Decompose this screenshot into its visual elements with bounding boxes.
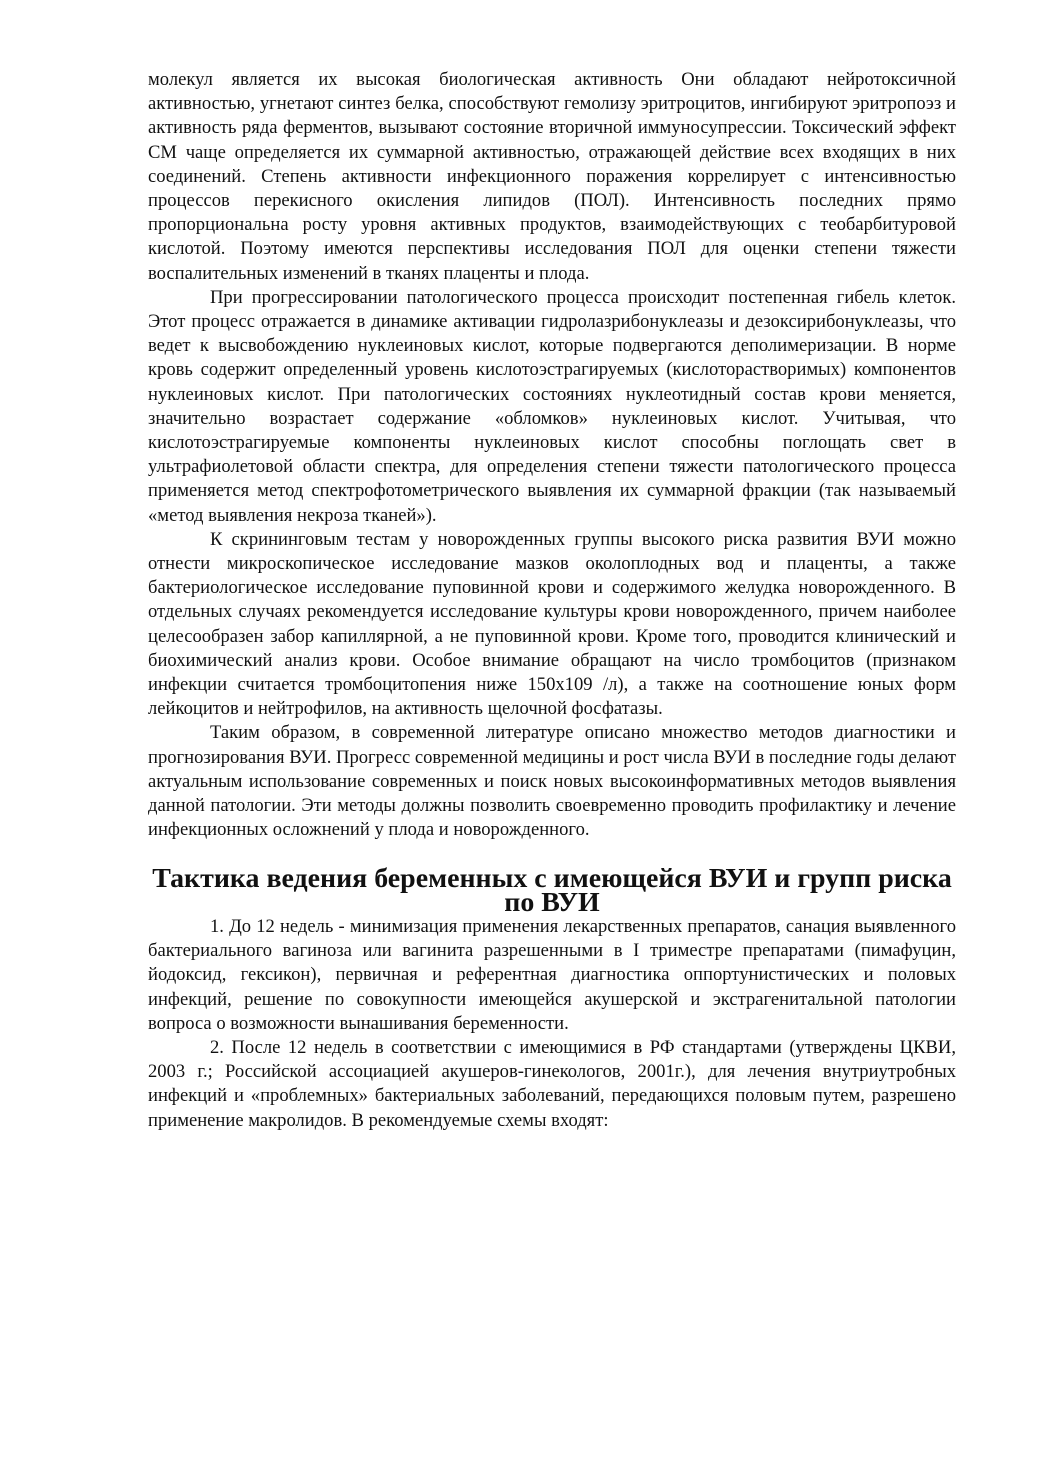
numbered-item-1: 1. До 12 недель - минимизация применения лекарственных препаратов, санация выявленного бактериального вагиноза или вагинита разрешенными в I триместре препаратами (пимафуцин, йодоксид, гексикон), первичная и референтная диагностика оппортунистических и половых инфекций, решение по совокупности имеющейся акушерской и экстрагенитальной патологии вопроса о возможности вынашивания беременности. <box>148 915 956 1034</box>
section-heading: Тактика ведения беременных с имеющейся ВУИ и групп риска по ВУИ <box>152 862 952 918</box>
paragraph-nucleic-acids: При прогрессировании патологического процесса происходит постепенная гибель клеток. Этот процесс отражается в динамике активации гидролазрибонуклеазы и дезоксирибонуклеазы, что ведет к высвобождению нуклеиновых кислот, которые подвергаются деполимеризации. В норме кровь содержит определенный уровень кислотоэстрагируемых (кислоторастворимых) компонентов нуклеиновых кислот. При патологических состояниях нуклеотидный состав крови меняется, значительно возрастает содержание «обломков» нуклеиновых кислот. Учитывая, что кислотоэстрагируемые компоненты нуклеиновых кислот способны поглощать свет в ультрафиолетовой области спектра, для определения степени тяжести патологического процесса применяется метод спектрофотометрического выявления их суммарной фракции (так называемый «метод выявления некроза тканей»). <box>148 286 956 526</box>
paragraph-conclusion: Таким образом, в современной литературе описано множество методов диагностики и прогнозирования ВУИ. Прогресс современной медицины и рост числа ВУИ в последние годы делают актуальным использование современных и поиск новых высокоинформативных методов выявления данной патологии. Эти методы должны позволить своевременно проводить профилактику и лечение инфекционных осложнений у плода и новорожденного. <box>148 722 956 841</box>
document-page <box>148 68 956 1133</box>
paragraph-continuation: молекул является их высокая биологическая активность Они обладают нейротоксичной активностью, угнетают синтез белка, способствуют гемолизу эритроцитов, ингибируют эритропоэз и активность ряда ферментов, вызывают состояние вторичной иммуносупрессии. Токсический эффект СМ чаще определяется их суммарной активностью, отражающей действие всех входящих в них соединений. Степень активности инфекционного поражения коррелирует с интенсивностью процессов перекисного окисления липидов (ПОЛ). Интенсивность последних прямо пропорциональна росту уровня активных продуктов, взаимодействующих с теобарбитуровой кислотой. Поэтому имеются перспективы исследования ПОЛ для оценки степени тяжести воспалительных изменений в тканях плаценты и плода. <box>148 69 956 284</box>
numbered-item-2: 2. После 12 недель в соответствии с имеющимися в РФ стандартами (утверждены ЦКВИ, 2003 г.; Российской ассоциацией акушеров-гинекологов, 2001г.), для лечения внутриутробных инфекций и «проблемных» бактериальных заболеваний, передающихся половым путем, разрешено применение макролидов. В рекомендуемые схемы входят: <box>148 1036 956 1131</box>
paragraph-screening-tests: К скрининговым тестам у новорожденных группы высокого риска развития ВУИ можно отнести микроскопическое исследование мазков околоплодных вод и плаценты, а также бактериологическое исследование пуповинной крови и содержимого желудка новорожденного. В отдельных случаях рекомендуется исследование культуры крови новорожденного, причем наиболее целесообразен забор капиллярной, а не пуповинной крови. Кроме того, проводится клинический и биохимический анализ крови. Особое внимание обращают на число тромбоцитов (признаком инфекции считается тромбоцитопения ниже 150х109 /л), а также на соотношение юных форм лейкоцитов и нейтрофилов, на активность щелочной фосфатазы. <box>148 528 956 720</box>
